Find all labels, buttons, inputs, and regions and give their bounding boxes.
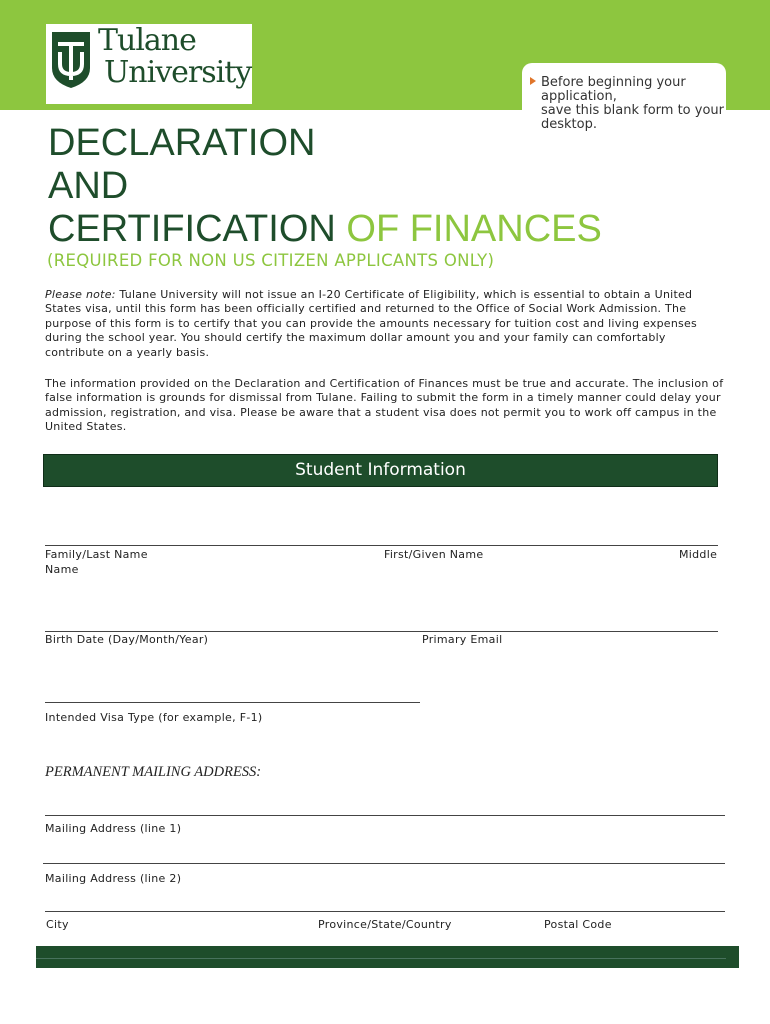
save-note-text: Before beginning your application, save this blank form to your desktop. [541, 75, 725, 132]
logo-text-university: University [104, 55, 252, 90]
note-body: Tulane University will not issue an I-20 Certificate of Eligibility, which is essential to obtain a United States visa, until this form has been officially certified and returned to the Office of Social Work Admission. The purpose of this form is to certify that you can provide the amounts necessary for tuition cost and living expenses during the school year. You should certify the maximum dollar amount you and your family can comfortably contribute on a yearly basis. [45, 288, 698, 359]
postal-code-label: Postal Code [544, 918, 612, 931]
city-label: City [46, 918, 69, 931]
intro-paragraph [45, 288, 725, 360]
family-name-label: Family/Last Name Name [45, 548, 148, 576]
title-line-3 [48, 208, 602, 251]
middle-name-label: Middle [679, 548, 718, 561]
page-title [48, 122, 602, 251]
logo-text-tulane: Tulane [98, 23, 196, 58]
first-name-label: First/Given Name [384, 548, 484, 561]
address-line1-label: Mailing Address (line 1) [45, 822, 182, 835]
bottom-section-bar [36, 946, 739, 968]
address-line2-label: Mailing Address (line 2) [45, 872, 182, 885]
name-field-line[interactable] [45, 545, 718, 546]
city-field-line[interactable] [45, 911, 725, 912]
bottom-bar-divider [36, 958, 726, 959]
student-information-header: Student Information [43, 454, 718, 487]
page-subtitle: (REQUIRED FOR NON US CITIZEN APPLICANTS ONLY) [47, 251, 495, 270]
triangle-bullet-icon [530, 77, 536, 85]
title-line-1: DECLARATION [48, 122, 316, 164]
tulane-shield-icon [50, 30, 92, 90]
title-line-2: AND [48, 165, 129, 207]
province-label: Province/State/Country [318, 918, 452, 931]
address-line2-field-line[interactable] [43, 863, 725, 864]
title-of-finances: OF FINANCES [335, 208, 602, 250]
address-line1-field-line[interactable] [45, 815, 725, 816]
visa-type-field-line[interactable] [45, 702, 420, 703]
note-lead: Please note: [45, 288, 116, 301]
birth-date-label: Birth Date (Day/Month/Year) [45, 633, 209, 646]
accuracy-paragraph: The information provided on the Declaration and Certification of Finances must be true and accurate. The inclusion of false information is grounds for dismissal from Tulane. Failing to submit the form in a timely manner could delay your admission, registration, and visa. Please be aware that a student visa does not permit you to work off campus in the United States. [45, 377, 724, 434]
title-certification: CERTIFICATION [48, 208, 336, 250]
permanent-address-heading: PERMANENT MAILING ADDRESS: [45, 764, 262, 780]
primary-email-label: Primary Email [422, 633, 503, 646]
visa-type-label: Intended Visa Type (for example, F-1) [45, 711, 263, 724]
